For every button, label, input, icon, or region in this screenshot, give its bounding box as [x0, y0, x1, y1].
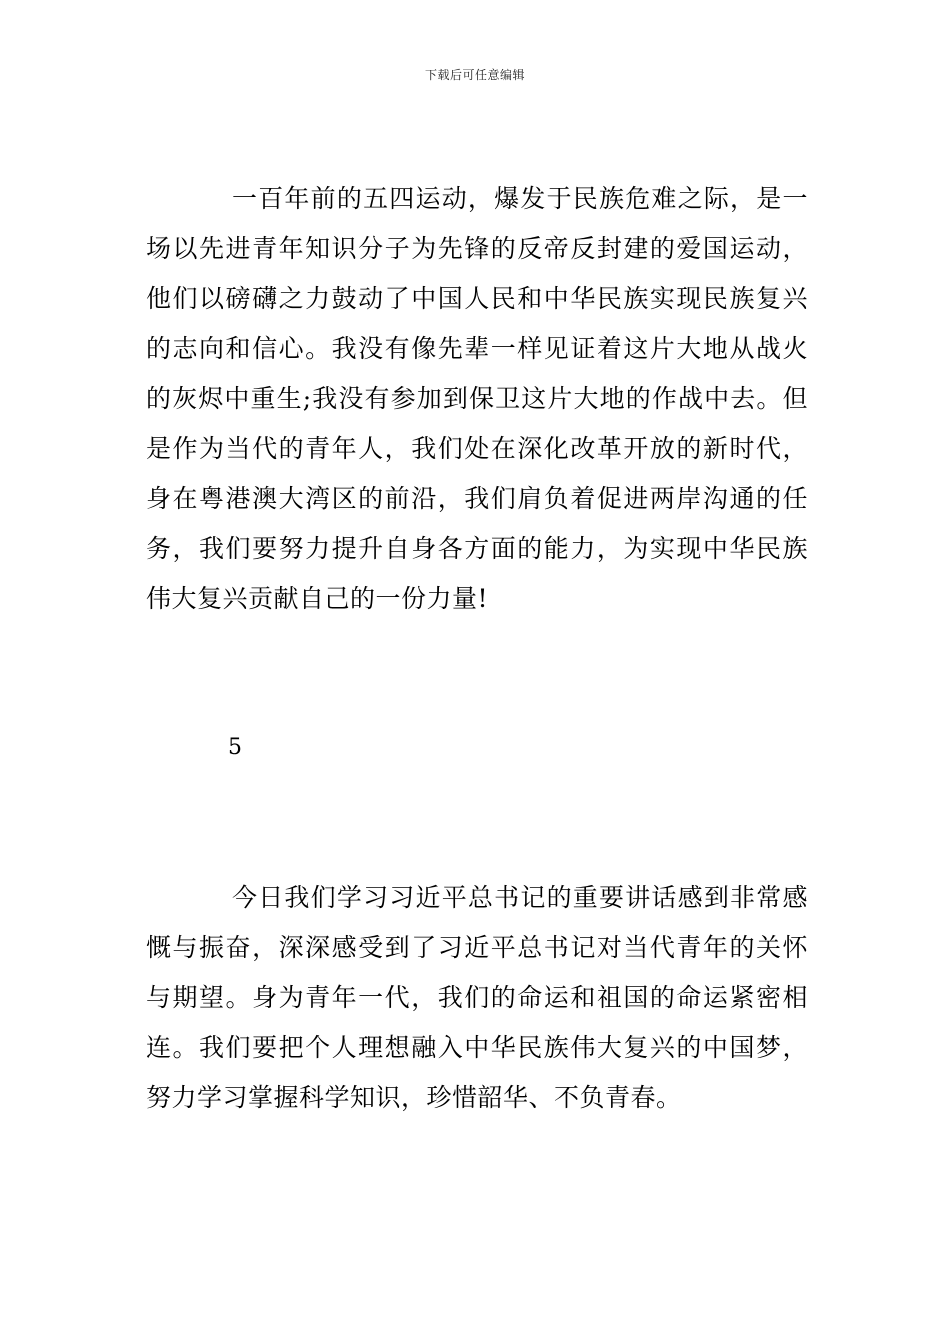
body-paragraph-2: 今日我们学习习近平总书记的重要讲话感到非常感慨与振奋，深深感受到了习近平总书记对当代青年的关怀与期望。身为青年一代，我们的命运和祖国的命运紧密相连。我们要把个人理想融入中华民族伟大复兴的中国梦，努力学习掌握科学知识，珍惜韶华、不负青春。	[146, 883, 808, 1112]
header-note: 下载后可任意编辑	[424, 68, 525, 82]
section-number: 5	[228, 735, 242, 760]
body-paragraph-1: 一百年前的五四运动，爆发于民族危难之际，是一场以先进青年知识分子为先锋的反帝反封建的爱国运动，他们以磅礴之力鼓动了中国人民和中华民族实现民族复兴的志向和信心。我没有像先辈一样见证着这片大地从战火的灰烬中重生;我没有参加到保卫这片大地的作战中去。但是作为当代的青年人，我们处在深化改革开放的新时代，身在粤港澳大湾区的前沿，我们肩负着促进两岸沟通的任务，我们要努力提升自身各方面的能力，为实现中华民族伟大复兴贡献自己的一份力量!	[146, 184, 808, 613]
